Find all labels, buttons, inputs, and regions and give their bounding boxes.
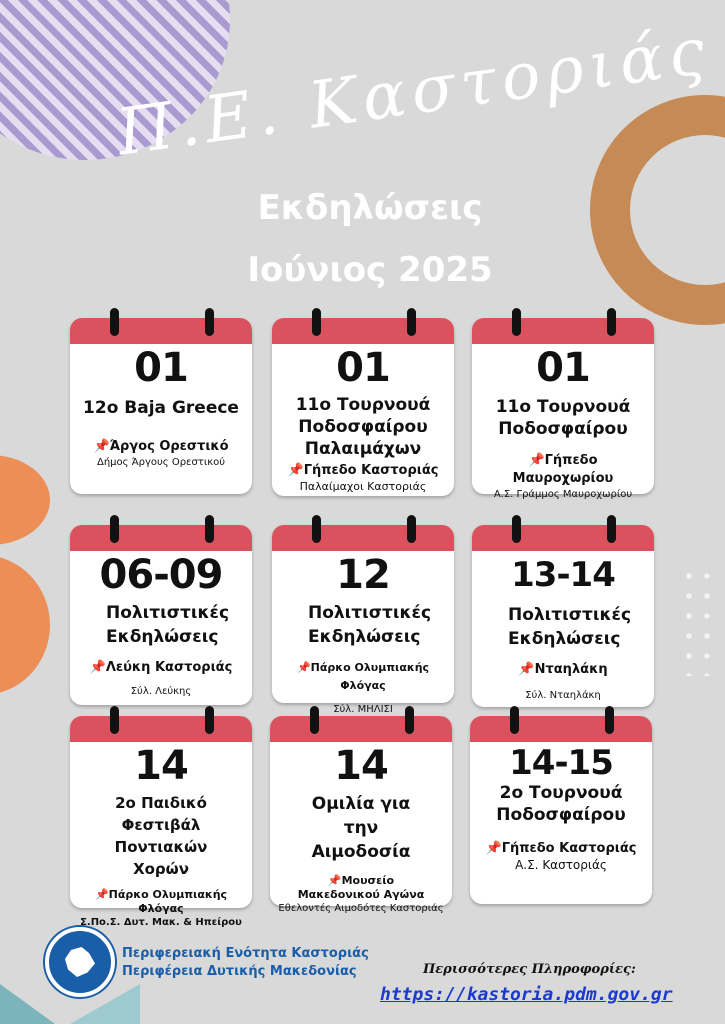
event-organizer: Σ.Πο.Σ. Δυτ. Μακ. & Ηπείρου xyxy=(80,917,242,928)
event-card xyxy=(272,318,454,496)
decorative-triangle xyxy=(0,984,55,1024)
subtitle-events: Εκδηλώσεις xyxy=(257,188,483,228)
event-title: Πολιτιστικές Εκδηλώσεις xyxy=(308,603,432,647)
event-title: Ομιλία για την Αιμοδοσία xyxy=(311,794,411,862)
event-organizer: Σύλ. Νταηλάκη xyxy=(525,690,601,701)
decorative-blob xyxy=(0,455,50,545)
event-date: 14-15 xyxy=(509,743,613,783)
event-place: Πάρκο Ολυμπιακής Φλόγας xyxy=(310,661,430,692)
event-organizer: Δήμος Άργους Ορεστικού xyxy=(96,457,225,468)
page-title: Π.Ε. Καστοριάς xyxy=(112,14,716,171)
event-place: Γήπεδο Μαυροχωρίου xyxy=(512,453,614,486)
event-place: Νταηλάκη xyxy=(534,662,608,677)
pushpin-icon: 📌 xyxy=(94,888,109,901)
event-date: 01 xyxy=(134,345,188,391)
event-organizer: Εθελοντές Αιμοδότες Καστοριάς xyxy=(278,903,444,914)
event-date: 06-09 xyxy=(99,552,223,598)
event-organizer: Σύλ. Λεύκης xyxy=(130,686,192,697)
decorative-dots xyxy=(680,566,720,676)
event-card xyxy=(70,525,252,705)
pushpin-icon: 📌 xyxy=(327,874,342,887)
event-card xyxy=(270,716,452,914)
event-title: 11ο Τουρνουά Ποδοσφαίρου Παλαιμάχων xyxy=(295,395,431,459)
event-card xyxy=(472,525,654,707)
event-title: Πολιτιστικές Εκδηλώσεις xyxy=(106,603,230,647)
more-info-label: Περισσότερες Πληροφορίες: xyxy=(423,962,636,977)
decorative-ring xyxy=(590,95,725,325)
pushpin-icon: 📌 xyxy=(528,453,545,468)
pushpin-icon: 📌 xyxy=(485,841,502,856)
event-card xyxy=(70,716,252,928)
event-card xyxy=(70,318,252,494)
event-card xyxy=(470,716,652,904)
event-title: Πολιτιστικές Εκδηλώσεις xyxy=(508,605,632,649)
subtitle-month: Ιούνιος 2025 xyxy=(247,250,493,290)
event-date: 13-14 xyxy=(511,555,615,595)
event-date: 12 xyxy=(336,552,390,598)
event-place: Άργος Ορεστικό xyxy=(109,439,229,454)
event-title: 12ο Baja Greece xyxy=(83,398,239,418)
event-place: Γήπεδο Καστοριάς xyxy=(303,463,439,478)
pushpin-icon: 📌 xyxy=(296,661,311,674)
event-date: 14 xyxy=(134,743,188,789)
event-place: Γήπεδο Καστοριάς xyxy=(501,841,637,856)
event-organizer: Α.Σ. Καστοριάς xyxy=(515,858,607,872)
event-title: 11ο Τουρνουά Ποδοσφαίρου xyxy=(495,397,631,439)
event-place: Λεύκη Καστοριάς xyxy=(105,660,233,675)
website-link[interactable]: https://kastoria.pdm.gov.gr xyxy=(380,984,673,1005)
event-organizer: Α.Σ. Γράμμος Μαυροχωρίου xyxy=(493,489,633,500)
event-place: Μουσείο Μακεδονικού Αγώνα xyxy=(297,874,425,901)
event-title: 2ο Παιδικό Φεστιβάλ Ποντιακών Χορών xyxy=(114,794,208,878)
region-logo xyxy=(45,927,115,997)
event-place: Πάρκο Ολυμπιακής Φλόγας xyxy=(108,888,228,915)
event-organizer: Παλαίμαχοι Καστοριάς xyxy=(299,480,427,493)
event-card xyxy=(472,318,654,500)
pushpin-icon: 📌 xyxy=(93,439,110,454)
footer-org-line2: Περιφέρεια Δυτικής Μακεδονίας xyxy=(122,964,357,979)
footer-org-line1: Περιφερειακή Ενότητα Καστοριάς xyxy=(122,946,369,961)
event-title: 2ο Τουρνουά Ποδοσφαίρου xyxy=(496,783,626,825)
pushpin-icon: 📌 xyxy=(287,463,304,478)
event-date: 01 xyxy=(536,345,590,391)
decorative-blob xyxy=(0,555,50,695)
event-organizer: Σύλ. ΜΗΛΙΣΙ xyxy=(333,704,393,715)
pushpin-icon: 📌 xyxy=(518,662,535,677)
pushpin-icon: 📌 xyxy=(89,660,106,675)
event-date: 14 xyxy=(334,743,388,789)
event-card xyxy=(272,525,454,715)
event-date: 01 xyxy=(336,345,390,391)
